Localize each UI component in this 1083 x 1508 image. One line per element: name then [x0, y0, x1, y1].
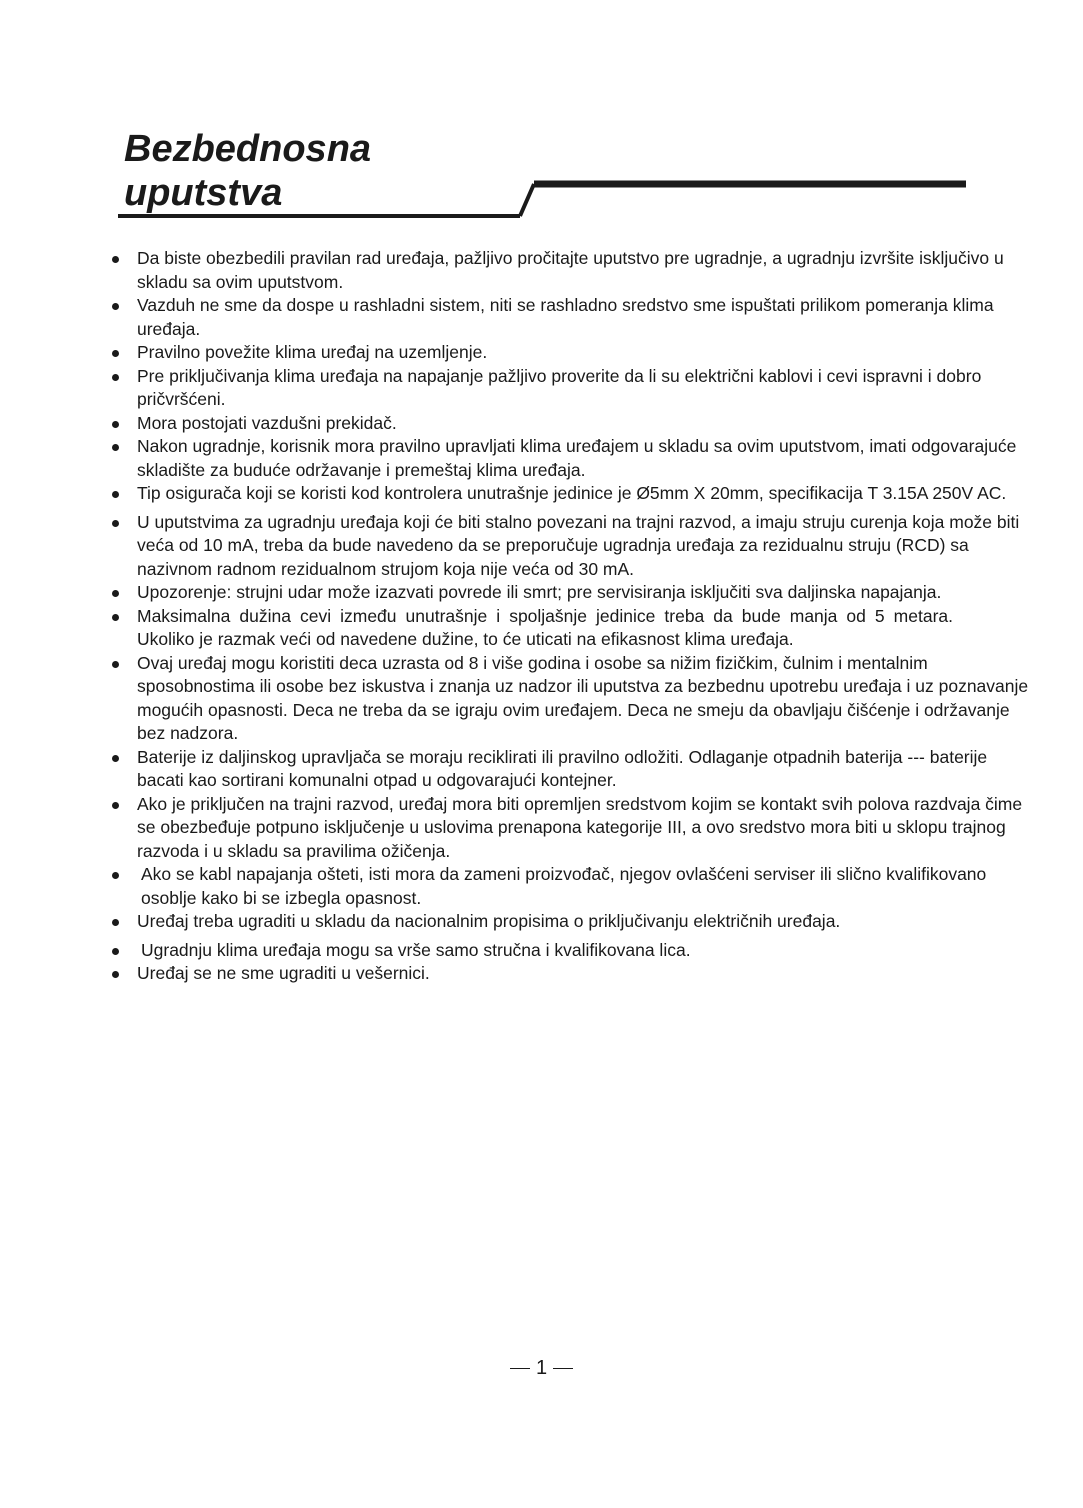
list-item — [108, 939, 1038, 963]
bullet-icon — [112, 590, 119, 597]
list-item — [108, 746, 1038, 793]
list-item-text: Nakon ugradnje, korisnik mora pravilno upravljati klima uređajem u skladu sa ovim uputstvom, imati odgovarajuće skladište za buduće održavanje i premeštaj klima uređaja. — [137, 436, 1017, 480]
page-number — [0, 1357, 1083, 1380]
list-item-text: Ovaj uređaj mogu koristiti deca uzrasta od 8 i više godina i osobe sa nižim fizičkim, čulnim i mentalnim sposobnostima ili osobe bez iskustva i znanja uz nadzor ili uputstva za bezbednu upotrebu uređaja i uz poznavanje mogućih opasnosti. Deca ne treba da se igraju ovim uređajem. Deca ne smeju da obavljaju čišćenje i održavanje bez nadzora. — [137, 652, 1029, 743]
list-item — [108, 605, 953, 652]
bullet-icon — [112, 374, 119, 381]
list-item-text: Pre priključivanja klima uređaja na napajanje pažljivo proverite da li su električni kablovi i cevi ispravni i dobro pričvršćeni. — [137, 365, 982, 409]
list-item-text: U uputstvima za ugradnju uređaja koji će biti stalno povezani na trajni razvod, a imaju struju curenja koja može biti veća od 10 mA, treba da bude navedeno da se preporučuje ugradnja uređaja za rezidualnu struju (RCD) sa nazivnom radnom rezidualnom strujom koja nije veća od 30 mA. — [137, 511, 1020, 579]
list-item — [108, 581, 1038, 605]
bullet-icon — [112, 491, 119, 498]
list-item — [108, 412, 1038, 436]
list-item-text: Pravilno povežite klima uređaj na uzemljenje. — [137, 342, 488, 362]
list-item — [108, 910, 1038, 934]
page-number-dash-right — [553, 1368, 573, 1370]
list-item — [108, 482, 1038, 506]
page-title-line-2: uputstva — [124, 172, 283, 214]
list-item — [108, 863, 1038, 910]
bullet-icon — [112, 303, 119, 310]
bullet-icon — [112, 256, 119, 263]
list-item — [108, 247, 1038, 294]
list-item-text: Da biste obezbedili pravilan rad uređaja, pažljivo pročitajte uputstvo pre ugradnje, a ugradnju izvršite isključivo u skladu sa ovim uputstvom. — [137, 248, 1004, 292]
list-item — [108, 652, 1038, 746]
list-item — [108, 341, 1038, 365]
list-item — [108, 294, 1038, 341]
bullet-icon — [112, 350, 119, 357]
bullet-icon — [112, 755, 119, 762]
bullet-icon — [112, 421, 119, 428]
bullet-icon — [112, 661, 119, 668]
list-item-text: Mora postojati vazdušni prekidač. — [137, 412, 397, 433]
list-item-text: Maksimalna dužina cevi između unutrašnje i spoljašnje jedinice treba da bude manja od 5 metara. Ukoliko je razmak veći od navedene dužine, to će uticati na efikasnost klima uređaja. — [137, 605, 953, 649]
list-item-text: Uređaj se ne sme ugraditi u vešernici. — [137, 963, 430, 983]
bullet-icon — [112, 444, 119, 451]
list-item-text: Ako se kabl napajanja ošteti, isti mora da zameni proizvođač, njegov ovlašćeni serviser ili slično kvalifikovano osoblje kako bi se izbegla opasnost. — [141, 864, 987, 908]
page-number-value: 1 — [535, 1357, 548, 1379]
list-item-text: Uređaj treba ugraditi u skladu da nacionalnim propisima o priključivanju električnih uređaja. — [137, 911, 841, 931]
title-underline-decoration — [0, 0, 1083, 230]
bullet-icon — [112, 971, 119, 978]
list-item — [108, 511, 1038, 582]
list-item-text: Vazduh ne sme da dospe u rashladni sistem, niti se rashladno sredstvo sme ispuštati prilikom pomeranja klima uređaja. — [137, 295, 994, 339]
bullet-icon — [112, 872, 119, 879]
page-number-dash-left — [510, 1368, 530, 1370]
safety-instructions-list — [108, 247, 1038, 986]
bullet-icon — [112, 919, 119, 926]
list-item-text: Baterije iz daljinskog upravljača se moraju reciklirati ili pravilno odložiti. Odlaganje otpadnih baterija --- baterije bacati kao sortirani komunalni otpad u odgovarajući kontejner. — [137, 746, 988, 790]
bullet-icon — [112, 520, 119, 527]
list-item-text: Upozorenje: strujni udar može izazvati povrede ili smrt; pre servisiranja isključiti sva daljinska napajanja. — [137, 582, 942, 602]
list-item-text: Ako je priključen na trajni razvod, uređaj mora biti opremljen sredstvom kojim se kontakt svih polova razdvaja čime se obezbeđuje potpuno isključenje u uslovima prenapona kategorije III, a ovo sredstvo mora biti u sklopu trajnog razvoda i u skladu sa pravilima ožičenja. — [137, 793, 1023, 861]
list-item-text: Tip osigurača koji se koristi kod kontrolera unutrašnje jedinice je Ø5mm X 20mm, specifikacija T 3.15A 250V AC. — [137, 483, 1007, 503]
list-item — [108, 962, 1038, 986]
bullet-icon — [112, 614, 119, 621]
bullet-icon — [112, 802, 119, 809]
list-item — [108, 365, 1038, 412]
bullet-icon — [112, 948, 119, 955]
list-item — [108, 435, 1038, 482]
list-item-text: Ugradnju klima uređaja mogu sa vrše samo stručna i kvalifikovana lica. — [141, 939, 691, 960]
list-item — [108, 793, 1038, 864]
page-title-line-1: Bezbednosna — [124, 128, 372, 170]
